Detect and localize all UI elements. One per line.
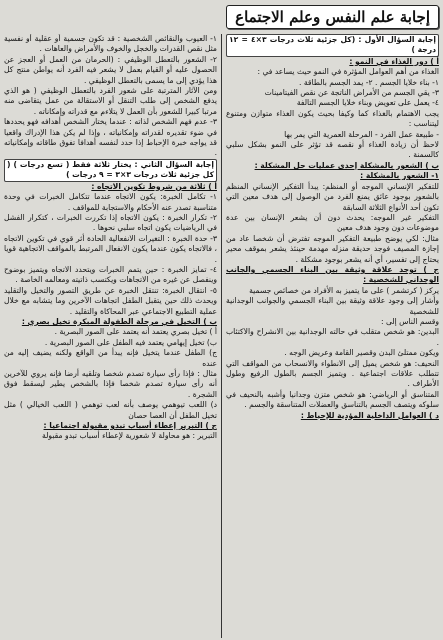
right-column: [226, 34, 439, 638]
paragraph: مثال : فإذا رأى سيارة تصدم شخصا وتلقيه أرضا فإنه يروي للآخرين أنه رأى سيارة تصدم شخصا فإذا بالشخص يطير ليسقط فوق الشجرة .: [4, 369, 217, 399]
paragraph: التبرير : هو محاولة لا شعورية لإعطاء أسباب تبدو مقبولة: [42, 431, 217, 441]
paragraph: ٣- يقي الجسم من الأمراض الناتجة عن نقص الفيتامينات: [264, 88, 439, 98]
paragraph: التفكير غير الموجه: يحدث دون أن يشعر الإنسان بين عدة موضوعات دون وجود هدف معين: [226, 212, 439, 233]
header: [4, 4, 439, 30]
paragraph: الغذاء من أهم العوامل المؤثرة في النمو حيث يساعد في :: [257, 67, 439, 77]
paragraph: ب) تخيل إيهامي يعتمد فيه الطفل على الصور البصرية .: [44, 337, 217, 347]
column-divider: [221, 34, 222, 638]
paragraph: ٢- الشعور بالتعطل الوظيفي : (الحرمان من العمل أو العجز عن الحصول عليه أو القيام بعمل لا يشعر فيه الفرد أنه يواطن منتج كل هذا يؤدي إلى ما يسمى بالتعطل الوظيفي .: [4, 54, 217, 85]
question-header: إجابة السؤال الأول : (كل جزئية ثلاث درجات ٣×٤ = ١٢ درجة ): [226, 34, 439, 57]
paragraph: مثال: لكي يوضح طبيعة التفكير الموجه تفترض أن شخصا عاد من إجازة المصيف فوجد حديقة منزله مهدمة حينئذ يشعر بموقف محير يحتاج إلى تفسير، أي أنه يشعر بوجود مشكلة .: [226, 233, 439, 264]
section-heading: ج ) التبرير إعطاء أسباب تبدو مقبولة اجتماعيا :: [43, 421, 217, 431]
section-heading: ج ) توجد علاقة وثيقة بين البناء الجسمي والجانب الوجداني للشخصية :: [226, 264, 439, 285]
page-title: إجابة علم النفس وعلم الاجتماع: [226, 5, 439, 29]
left-column: [4, 34, 217, 638]
paragraph: وأشار إلى وجود علاقة وثيقة بين البناء الجسمي والجوانب الوجدانية للشخصية: [226, 296, 439, 316]
paragraph: وقسم الناس إلى :: [381, 316, 439, 326]
paragraph: ج) الطفل عندما يتخيل فإنه يبدأ من الواقع ولكنه يضيف إليه من عنده: [4, 348, 217, 368]
section-heading: د ) العوامل الداخلية المؤدية للإحباط :: [300, 410, 439, 420]
paragraph: للتفكير الإنساني الموجه أو المنظم: يبدأ التفكير الإنساني المنظم بالشعور بوجود عائق يمنع الفرد من الوصول إلى هدف معين التي تكون أحد الأنواع الثلاثة السابقة: [226, 181, 439, 212]
section-heading: ب ) الشعور بالمشكلة إحدى عمليات حل المشكلة :: [254, 160, 439, 170]
paragraph: - طبيعة عمل الفرد - المرحلة العمرية التي يمر بها: [284, 129, 439, 139]
paragraph: ١- تكامل الخبرة: يكون الاتجاه عندما تتكامل الخبرات في وحدة متناسبة تصدر عنه الأحكام والاستجابة للمواقف .: [4, 192, 217, 212]
paragraph: النحيف: هو شخص يميل إلى الانطواء والانسحاب من المواقف التي تتطلب علاقات اجتماعية . ويتميز الجسم بالطول الرفيع وطول الأطراف .: [226, 358, 439, 389]
paragraph: ٥- انتقال الخبرة: تنتقل الخبرة عن طريق التصور والتخيل والتقليد ويحدث ذلك حين يتقبل الطفل اتجاهات الآخرين وما يتشابه مع خلال عملية التطبيع الاجتماعي عبر المحاكاة والتقليد .: [4, 285, 217, 316]
paragraph: ويكون ممتلئ البدن وقصير القامة وعريض الوجه .: [284, 348, 439, 358]
paragraph: ٣- حدة الخبرة : التغيرات الانفعالية الحادة أثر قوي في تكوين الاتجاه ، فالاتجاه يكون عندما يكون الانفعال المرتبط بالمواقف الاتجاهية قويا .: [4, 233, 217, 264]
paragraph: أ ) تخيل بصري يعتمد أنه يعتمد على الصور البصرية .: [54, 327, 217, 337]
question-header: إجابة السؤال الثاني : يختار ثلاثة فقط ( تسع درجات ) ( كل جزئية ثلاث درجات ٣×٣ = ٩ درجات ): [4, 159, 217, 182]
paragraph: يجب الاهتمام بالغذاء كما وكيفا بحيث يكون الغذاء متوازن ومتنوع ليتناسب :: [226, 108, 439, 129]
section-heading: أ ) دور الغذاء في النمو :: [349, 56, 439, 66]
paragraph: يركز ( كرتشمر ) على ما يتميز به الأفراد من خصائص جسمية: [249, 285, 439, 295]
paragraph: المتناسق أو الرياضي: هو شخص متزن وجدانيا وأشبه بالنحيف في سلوكه ويتصف الجسم بالتناسق والعضلات المتناسقة والجسم .: [226, 389, 439, 410]
paragraph: ١- العيوب والنقائص الشخصية : قد تكون جسمية أو عقلية أو نفسية مثل نقص القدرات والخجل والخوف والأمراض والعاهات .: [4, 34, 217, 54]
section-heading: ١- الشعور بالمشكلة :: [360, 171, 439, 181]
paragraph: لاحظ أن زيادة الغذاء أو نقصه قد تؤثر على النمو بشكل سلبي كالسمنة .: [226, 140, 439, 160]
paragraph: ٣- عدم فهم الشخص لذاته : عندما يختار الشخص أهدافه فهو يحددها في ضوء تقديره لقدراته وإمكانياته ، وإذا لم يكن هذا الإدراك واقعيا قد يواجه خبرة الإحباط إذا حدد لنفسه أهدافا تفوق طاقاته وإمكانياته .: [4, 117, 217, 158]
paragraph: ومن الآثار المترتبة على شعور الفرد بالتعطل الوظيفي ( هو الذي يدفع الشخص إلى طلب التنقل أو الاستقالة من عمل يتقاضى منه مرتبا كبيرا للشعور بأن العمل لا يتلاءم مع قدراته وإمكاناته .: [4, 86, 217, 116]
columns: [4, 34, 439, 638]
paragraph: د) اللعب تيوهمي يوصف بأنه لعب توهمي ( اللعب الخيالي ) مثل تخيل الطفل أن العصا حصان: [4, 400, 217, 420]
section-heading: ب ) التخيل في مرحلة الطفولة المبكرة تخيل بصري :: [21, 316, 217, 326]
paragraph: ١- بناء خلايا الجسم . ٢- يمد الجسم بالطاقة .: [299, 77, 439, 87]
paragraph: البدين: هو شخص متقلب في حالته الوجدانية بين الانشراح والاكتئاب .: [226, 327, 439, 347]
paragraph: ٢- تكرار الخبرة : يكون الاتجاه إذا تكررت الخبرات ، كتكرار الفشل في الرياضيات يكون اتجاه سلبي نحوها .: [4, 212, 217, 233]
paragraph: ٤- يعمل على تعويض وبناء خلايا الجسم التالفة: [296, 98, 439, 108]
section-heading: أ ) ثلاثة من شروط تكوين الاتجاه :: [91, 181, 217, 191]
paragraph: ٤- تمايز الخبرة : حين يتمم الخبرات ويتحدد الاتجاه ويتميز بوضوح وينفصل عن غيره من الاتجاهات ويكتسب ذاتيته ومعالمه الخاصة .: [4, 264, 217, 285]
